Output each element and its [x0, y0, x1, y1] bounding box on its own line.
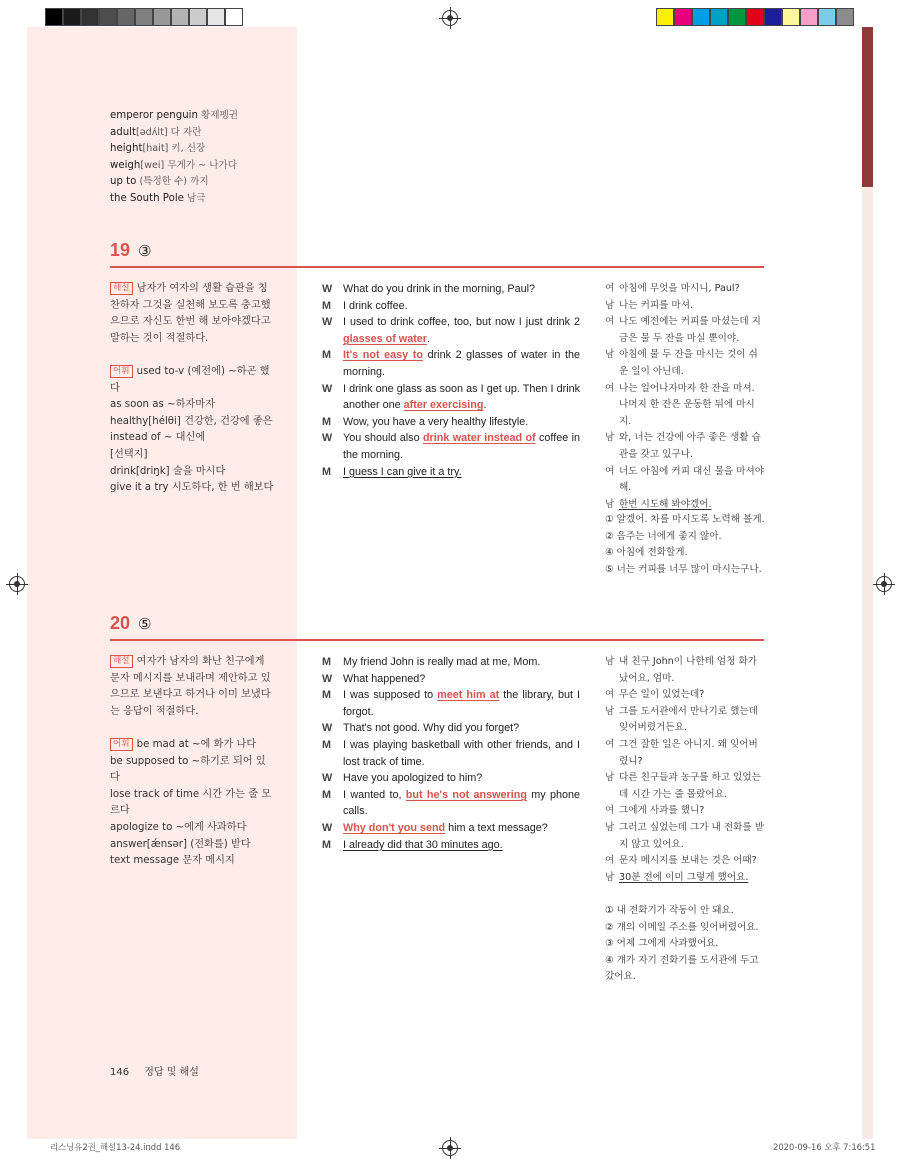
- gray-calibration-bar: [45, 8, 243, 26]
- dialogue-text: [343, 837, 580, 854]
- vocab-meaning: ~하기로 되어 있다: [110, 755, 266, 784]
- dialogue-text: [343, 687, 580, 720]
- speaker-label: 여: [605, 738, 615, 750]
- translation-text: [619, 853, 765, 870]
- speaker-label: 남: [605, 498, 615, 510]
- speaker-label: 여: [605, 805, 615, 817]
- vocab-term: as soon as: [110, 399, 164, 411]
- q20-number: 20: [110, 613, 131, 633]
- speaker-label: W: [322, 722, 333, 735]
- q20-explanation-badge: 해설: [110, 655, 133, 668]
- color-swatch: [728, 8, 746, 26]
- speaker-label: 남: [605, 772, 615, 784]
- vocab-term: drink: [110, 465, 136, 477]
- dialogue-highlight: glasses of water: [343, 332, 428, 345]
- vocab-meaning: 시간 가는 줄 모르다: [110, 788, 272, 817]
- dialogue-plain: My friend John is really mad at me, Mom.: [343, 656, 541, 668]
- dialogue-answer: I already did that 30 minutes ago.: [343, 838, 503, 851]
- dialogue-plain: drink 2 glasses of water in the morning.: [343, 349, 580, 378]
- speaker-label: 여: [605, 689, 615, 701]
- vocab-meaning: 건강한, 건강에 좋은: [180, 415, 273, 427]
- q20-explanation: [110, 654, 275, 870]
- translation-sentence: 너도 아침에 커피 대신 물을 마셔야 해.: [619, 465, 764, 494]
- translation-text: [619, 464, 765, 497]
- q19-heading: [110, 240, 151, 261]
- translation-line: [605, 381, 765, 431]
- q19-number: 19: [110, 240, 131, 260]
- dialogue-text: [343, 671, 580, 688]
- color-swatch: [836, 8, 854, 26]
- vocab-item: [110, 737, 275, 754]
- q20-divider: [110, 639, 764, 641]
- dialogue-line: [322, 720, 580, 737]
- translation-line: [605, 497, 765, 514]
- dialogue-line: [322, 281, 580, 298]
- translation-line: [605, 464, 765, 497]
- translation-sentence: 문자 메시지를 보내는 것은 어때?: [619, 855, 757, 867]
- vocab-item: [110, 754, 275, 787]
- translation-text: [619, 687, 765, 704]
- vocab-item: [110, 480, 275, 497]
- vocab-item: [110, 464, 275, 481]
- q20-vocab-list: [110, 737, 275, 870]
- speaker-label: W: [322, 283, 333, 295]
- answer-option: ① 알겠어. 차를 마시도록 노력해 볼게.: [605, 514, 765, 525]
- dialogue-text: [343, 298, 580, 315]
- dialogue-plain: You should also: [343, 432, 423, 445]
- vocab-meaning: (전화를) 받다: [186, 838, 251, 850]
- vocab-term: healthy: [110, 415, 149, 427]
- answer-option: ① 내 전화기가 작동이 안 돼요.: [605, 905, 734, 916]
- dialogue-line: [322, 787, 580, 820]
- dialogue-highlight: but he's not answering: [405, 788, 527, 801]
- top-vocab-list: [110, 108, 238, 208]
- translation-text: [619, 430, 765, 463]
- vocab-term: adult: [110, 126, 136, 138]
- vocab-term: emperor penguin: [110, 110, 198, 121]
- dialogue-plain: I used to drink coffee, too, but now I just drink 2: [343, 316, 580, 329]
- q19-options: [605, 512, 765, 578]
- vocab-meaning: 키, 신장: [168, 143, 206, 155]
- vocab-item: [110, 787, 275, 820]
- vocab-badge: 어휘: [110, 365, 133, 378]
- dialogue-plain: the library, but I forgot.: [343, 689, 580, 718]
- vocab-pronunciation: [hait]: [142, 143, 169, 155]
- speaker-label: W: [322, 316, 333, 329]
- translation-text: [619, 820, 765, 853]
- dialogue-plain: him a text message?: [445, 821, 548, 834]
- q20-translation: [605, 654, 765, 886]
- vocab-item: [110, 820, 275, 837]
- vocab-meaning: ~하자마자: [163, 399, 215, 411]
- speaker-label: 남: [605, 871, 615, 883]
- translation-line: [605, 314, 765, 347]
- vocab-meaning: ~에 화가 나다: [188, 738, 257, 750]
- vocab-item: [110, 414, 275, 431]
- translation-line: [605, 281, 765, 298]
- color-swatch: [207, 8, 225, 26]
- q19-dialogue: [322, 281, 580, 480]
- q20-options: [605, 903, 765, 986]
- vocab-pronunciation: [hélθi]: [148, 415, 181, 427]
- color-swatch: [153, 8, 171, 26]
- dialogue-plain: Have you apologized to him?: [343, 772, 483, 785]
- speaker-label: M: [322, 738, 331, 751]
- dialogue-text: [343, 414, 580, 431]
- translation-sentence: 그에게 사과를 했니?: [619, 805, 705, 817]
- dialogue-text: [343, 314, 580, 347]
- dialogue-text: [343, 464, 580, 481]
- vocab-term: used to-v: [136, 365, 185, 377]
- dialogue-line: [322, 464, 580, 481]
- color-swatch: [674, 8, 692, 26]
- q20-explanation-text: 해설 여자가 남자의 화난 친구에게 문자 메시지를 보내라며 제안하고 있으므로 보낸다고 하거나 이미 보냈다는 응답이 적절하다.: [110, 656, 271, 717]
- color-swatch: [171, 8, 189, 26]
- translation-line: [605, 737, 765, 770]
- vocab-term: weigh: [110, 159, 141, 171]
- translation-sentence: 아침에 물 두 잔을 마시는 것이 쉬운 일이 아닌데.: [619, 349, 758, 377]
- vocab-meaning: 문자 메시지: [179, 855, 235, 867]
- translation-text: [619, 870, 765, 887]
- vocab-meaning: 술을 마시다: [169, 465, 226, 477]
- translation-sentence: 나는 일어나자마자 한 잔을 마셔. 나머지 한 잔은 운동한 뒤에 마시지.: [619, 382, 755, 427]
- vocab-term: height: [110, 143, 143, 155]
- speaker-label: M: [322, 465, 331, 478]
- translation-sentence: 다른 친구들과 농구를 하고 있었는데 시간 가는 줄 몰랐어요.: [619, 772, 761, 800]
- vocab-item: [110, 364, 275, 397]
- vocab-term: lose track of time: [110, 788, 200, 800]
- vocab-meaning: 시도하다, 한 번 해보다: [168, 482, 274, 494]
- speaker-label: M: [322, 656, 331, 668]
- registration-mark-icon: [442, 1140, 458, 1156]
- translation-line: [605, 347, 765, 380]
- speaker-label: M: [322, 415, 331, 428]
- vocab-term: apologize to: [110, 821, 173, 833]
- dialogue-line: [322, 671, 580, 688]
- section-title: 정답 및 해설: [144, 1067, 199, 1078]
- speaker-label: M: [322, 299, 331, 312]
- color-swatch: [81, 8, 99, 26]
- translation-sentence: 그러고 싶었는데 그가 내 전화를 받지 않고 있어요.: [619, 821, 764, 850]
- vocab-meaning: 무게가 ~ 나가다: [164, 159, 238, 171]
- dialogue-text: [343, 381, 580, 414]
- translation-line: [605, 430, 765, 463]
- vocab-term: text message: [110, 855, 180, 867]
- vocab-meaning: ~ 대신에: [160, 432, 206, 444]
- speaker-label: 남: [605, 705, 615, 717]
- dialogue-text: [343, 820, 580, 837]
- q19-explanation-text: 해설 남자가 여자의 생활 습관을 칭찬하자 그것을 실천해 보도록 충고했으므로 자신도 한번 해 보아야겠다고 말하는 것이 적절하다.: [110, 283, 271, 344]
- q19-vocab-list: [110, 364, 275, 497]
- vocab-pronunciation: [wei]: [140, 159, 165, 171]
- dialogue-line: [322, 314, 580, 347]
- speaker-label: 남: [605, 821, 615, 833]
- q20-answer: ⑤: [138, 615, 152, 633]
- vocab-item: [110, 397, 275, 414]
- dialogue-line: [322, 687, 580, 720]
- q19-answer: ③: [138, 242, 152, 260]
- registration-mark-icon: [876, 576, 892, 592]
- speaker-label: 여: [605, 382, 615, 394]
- speaker-label: M: [322, 689, 331, 702]
- translation-sentence: 그를 도서관에서 만나기로 했는데 잊어버렸거든요.: [619, 705, 758, 734]
- color-swatch: [99, 8, 117, 26]
- color-swatch: [656, 8, 674, 26]
- vocab-term: be mad at: [136, 738, 189, 750]
- translation-sentence: 나는 커피를 마셔.: [619, 299, 694, 311]
- translation-sentence: 한번 시도해 봐야겠어.: [619, 498, 712, 510]
- translation-text: [619, 770, 765, 803]
- dialogue-text: [343, 770, 580, 787]
- translation-sentence: 그건 잘한 일은 아니지. 왜 잊어버렸니?: [619, 738, 758, 767]
- color-swatch: [746, 8, 764, 26]
- translation-text: [619, 381, 765, 431]
- dialogue-line: [322, 298, 580, 315]
- vocab-pronunciation: [ədʌ́lt]: [136, 126, 168, 138]
- vocab-term: instead of: [110, 432, 161, 444]
- color-swatch: [692, 8, 710, 26]
- q19-translation: [605, 281, 765, 513]
- edge-tab: [862, 27, 873, 187]
- translation-text: [619, 737, 765, 770]
- dialogue-plain: What happened?: [343, 672, 426, 685]
- vocab-item: [110, 853, 275, 870]
- answer-option: ④ 걔가 자기 전화기를 도서관에 두고 갔어요.: [605, 954, 759, 983]
- speaker-label: 여: [605, 465, 615, 477]
- speaker-label: M: [322, 788, 331, 801]
- translation-text: [619, 347, 765, 380]
- dialogue-text: [343, 720, 580, 737]
- translation-text: [619, 803, 765, 820]
- translation-line: [605, 853, 765, 870]
- color-calibration-bar: [656, 8, 854, 26]
- page-footer: [110, 1063, 211, 1078]
- color-swatch: [189, 8, 207, 26]
- q20-heading: [110, 613, 151, 634]
- registration-mark-icon: [442, 10, 458, 26]
- translation-line: [605, 870, 765, 887]
- vocab-term: up to: [110, 176, 137, 188]
- vocab-item: [110, 447, 275, 464]
- dialogue-plain: my phone calls.: [343, 788, 580, 818]
- translation-text: [619, 497, 765, 514]
- speaker-label: 남: [605, 432, 615, 444]
- dialogue-plain: .: [427, 332, 431, 345]
- color-swatch: [782, 8, 800, 26]
- translation-text: [619, 298, 765, 315]
- answer-option: ② 음주는 너에게 좋지 않아.: [605, 530, 722, 542]
- translation-sentence: 30분 전에 이미 그렇게 했어요.: [619, 871, 749, 883]
- translation-sentence: 무슨 일이 있었는데?: [619, 689, 705, 701]
- translation-sentence: 아침에 무엇을 마시니, Paul?: [619, 283, 740, 294]
- dialogue-plain: That's not good. Why did you forget?: [343, 722, 520, 735]
- translation-line: [605, 687, 765, 704]
- dialogue-line: [322, 837, 580, 854]
- vocab-pronunciation: [ǽnsər]: [146, 838, 187, 850]
- page-number: 146: [110, 1067, 130, 1078]
- speaker-label: 남: [605, 299, 615, 311]
- vocab-badge: 어휘: [110, 738, 133, 751]
- speaker-label: W: [322, 672, 333, 685]
- dialogue-highlight: It's not easy to: [343, 349, 423, 362]
- speaker-label: 남: [605, 656, 615, 667]
- speaker-label: W: [322, 772, 333, 785]
- vocab-item: [110, 108, 238, 125]
- color-swatch: [45, 8, 63, 26]
- edge-tint: [862, 187, 873, 1139]
- color-swatch: [225, 8, 243, 26]
- vocab-pronunciation: [driŋk]: [135, 465, 170, 477]
- vocab-item: [110, 158, 238, 175]
- dialogue-plain: I wanted to,: [343, 788, 406, 801]
- dialogue-plain: Wow, you have a very healthy lifestyle.: [343, 415, 529, 428]
- dialogue-line: [322, 381, 580, 414]
- dialogue-text: [343, 654, 580, 671]
- dialogue-line: [322, 770, 580, 787]
- speaker-label: M: [322, 838, 331, 851]
- vocab-term: [선택지]: [110, 448, 148, 460]
- translation-line: [605, 820, 765, 853]
- speaker-label: M: [322, 349, 331, 362]
- dialogue-plain: I was playing basketball with other friends, and I lost track of time.: [343, 738, 580, 768]
- registration-mark-icon: [9, 576, 25, 592]
- vocab-term: give it a try: [110, 482, 169, 494]
- vocab-term: answer: [110, 838, 147, 850]
- dialogue-text: [343, 787, 580, 820]
- vocab-item: [110, 125, 238, 142]
- dialogue-line: [322, 430, 580, 463]
- dialogue-line: [322, 654, 580, 671]
- color-swatch: [800, 8, 818, 26]
- speaker-label: 여: [605, 283, 615, 294]
- translation-sentence: 와, 너는 건강에 아주 좋은 생활 습관을 갖고 있구나.: [619, 432, 761, 460]
- speaker-label: 여: [605, 316, 615, 328]
- translation-sentence: 나도 예전에는 커피를 마셨는데 지금은 물 두 잔을 마실 뿐이야.: [619, 316, 761, 344]
- translation-line: [605, 298, 765, 315]
- translation-text: [619, 654, 765, 687]
- translation-line: [605, 803, 765, 820]
- q19-divider: [110, 266, 764, 268]
- translation-text: [619, 314, 765, 347]
- dialogue-line: [322, 347, 580, 380]
- answer-option: ⑤ 너는 커피를 너무 많이 마시는구나.: [605, 563, 762, 575]
- vocab-item: [110, 174, 238, 191]
- color-swatch: [818, 8, 836, 26]
- speaker-label: W: [322, 432, 333, 445]
- slug-datetime: 2020-09-16 오후 7:16:51: [773, 1142, 876, 1152]
- dialogue-plain: I was supposed to: [343, 689, 438, 702]
- translation-line: [605, 654, 765, 687]
- color-swatch: [764, 8, 782, 26]
- answer-option: ② 걔의 이메일 주소를 잊어버렸어요.: [605, 921, 759, 933]
- slug-filename: 리스닝유2권_해설13-24.indd 146: [50, 1142, 181, 1152]
- dialogue-highlight: after exercising: [403, 399, 484, 412]
- dialogue-answer: I guess I can give it a try.: [343, 465, 462, 478]
- dialogue-highlight: Why don't you send: [343, 821, 446, 834]
- color-swatch: [63, 8, 81, 26]
- dialogue-plain: What do you drink in the morning, Paul?: [343, 283, 536, 295]
- q19-explanation-badge: 해설: [110, 282, 133, 295]
- vocab-item: [110, 141, 238, 158]
- vocab-meaning: 황제펭귄: [197, 110, 239, 121]
- dialogue-line: [322, 414, 580, 431]
- translation-line: [605, 770, 765, 803]
- speaker-label: 남: [605, 349, 615, 361]
- dialogue-line: [322, 737, 580, 770]
- vocab-item: [110, 430, 275, 447]
- vocab-item: [110, 191, 238, 208]
- translation-text: [619, 281, 765, 298]
- dialogue-highlight: drink water instead of: [422, 432, 536, 445]
- color-swatch: [710, 8, 728, 26]
- vocab-item: [110, 837, 275, 854]
- dialogue-text: [343, 737, 580, 770]
- dialogue-plain: I drink one glass as soon as I get up. Then I drink another one: [343, 382, 580, 412]
- dialogue-text: [343, 430, 580, 463]
- vocab-meaning: ~에게 사과하다: [172, 821, 247, 833]
- color-swatch: [117, 8, 135, 26]
- dialogue-plain: I drink coffee.: [343, 299, 408, 312]
- translation-line: [605, 704, 765, 737]
- vocab-meaning: (예전에) ~하곤 했다: [110, 365, 270, 394]
- speaker-label: W: [322, 382, 333, 395]
- dialogue-highlight: meet him at: [437, 689, 500, 702]
- answer-option: ③ 어제 그에게 사과했어요.: [605, 938, 719, 950]
- vocab-meaning: (특정한 수) 까지: [136, 176, 209, 188]
- translation-sentence: 내 친구 John이 나한테 엄청 화가 났어요, 엄마.: [619, 656, 758, 684]
- vocab-meaning: 남극: [183, 192, 206, 204]
- q20-dialogue: [322, 654, 580, 853]
- speaker-label: W: [322, 821, 333, 834]
- dialogue-text: [343, 347, 580, 380]
- color-swatch: [135, 8, 153, 26]
- vocab-meaning: 다 자란: [167, 126, 202, 138]
- vocab-term: the South Pole: [110, 192, 184, 204]
- dialogue-line: [322, 820, 580, 837]
- q19-explanation: [110, 281, 275, 497]
- vocab-term: be supposed to: [110, 755, 189, 767]
- answer-option: ④ 아침에 전화할게.: [605, 547, 688, 559]
- dialogue-text: [343, 281, 580, 298]
- translation-text: [619, 704, 765, 737]
- dialogue-plain: coffee in the morning.: [343, 432, 581, 461]
- dialogue-plain: .: [483, 399, 487, 412]
- speaker-label: 여: [605, 855, 615, 867]
